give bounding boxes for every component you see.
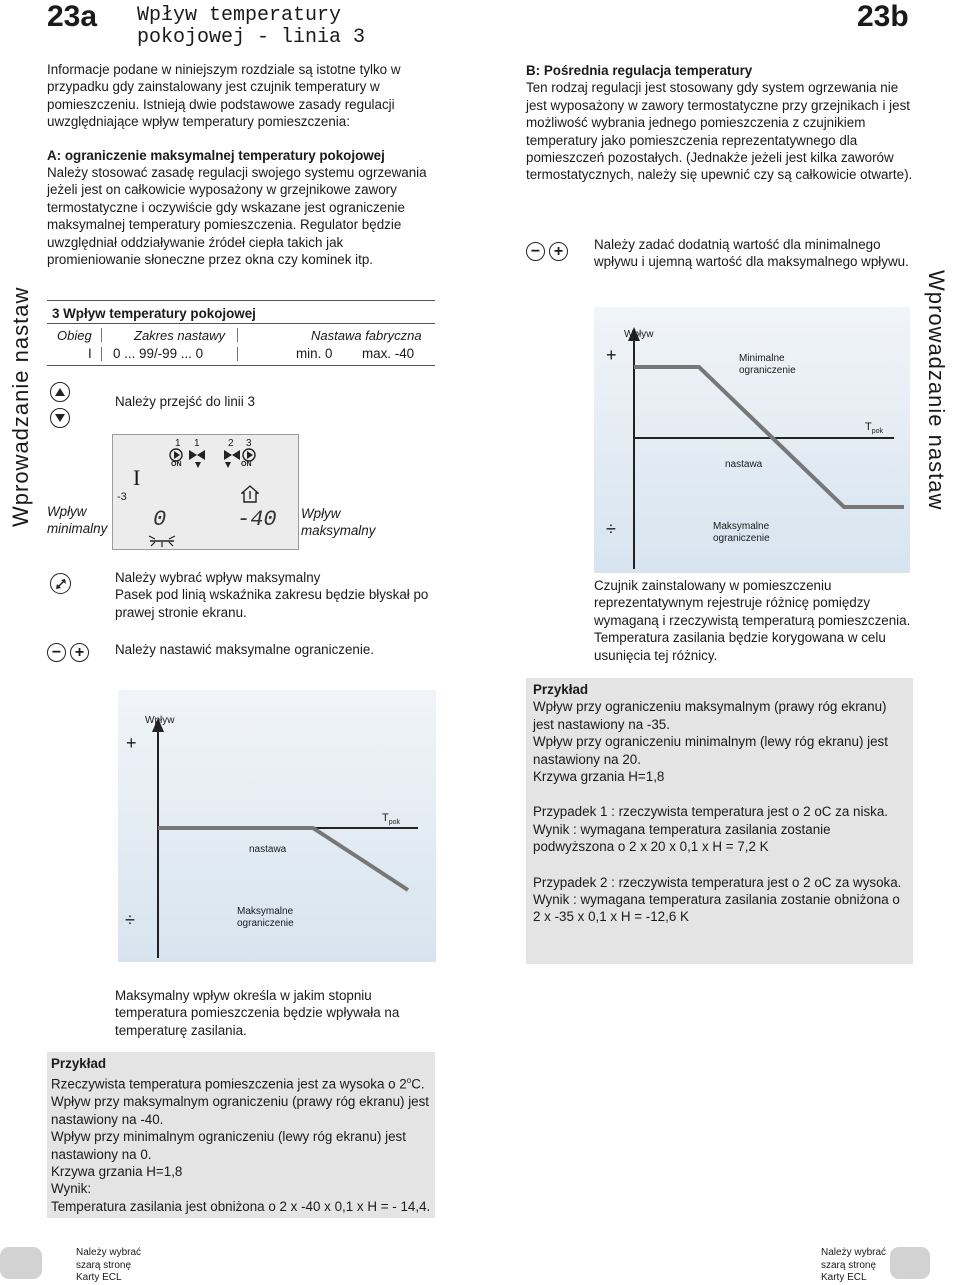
- example-left-line4: Krzywa grzania H=1,8: [51, 1163, 183, 1179]
- instr-set-max: Należy nastawić maksymalne ograniczenie.: [115, 642, 374, 657]
- tpok-sub: pok: [388, 819, 401, 827]
- tpok-letter: T: [382, 812, 389, 824]
- arrow-down-icon: [55, 414, 65, 422]
- right-section-b: [526, 62, 914, 184]
- lcd-display: [112, 434, 299, 550]
- lcd-blink-icon: [147, 533, 177, 547]
- plus-minus-buttons-right: [526, 242, 568, 261]
- sensor-text: Czujnik zainstalowany w pomieszczeniu reprezentatywnym rejestruje różnicę pomiędzy wymaganą i rzeczywistą temperaturą pomieszczenia. Temperatura zasilania będzie korygowana w celu usunięcia tej różnicy.: [594, 578, 911, 663]
- max-limit-line2: ograniczenie: [237, 918, 294, 929]
- head-obieg: Obieg: [57, 328, 92, 343]
- lcd-num: 1: [175, 438, 181, 449]
- arrow-up-icon: [55, 388, 65, 396]
- select-button[interactable]: [50, 573, 71, 594]
- example-right-case1-result: Wynik : wymagana temperatura zasilania zostanie podwyższona o 2 x 20 x 0,1 x H = 7,2 K: [533, 821, 831, 855]
- example-right-case1: Przypadek 1 : rzeczywista temperatura jest o 2 oC za niska.: [533, 804, 889, 820]
- page-number-right: 23b: [857, 0, 909, 33]
- arrow-up-button[interactable]: [50, 382, 70, 402]
- example-left-line3: Wpływ przy minimalnym ograniczeniu (lewy róg ekranu) jest nastawiony na 0.: [51, 1129, 406, 1162]
- graph-left: [118, 690, 436, 962]
- set-instruction-text: Należy zadać dodatnią wartość dla minimalnego wpływu i ujemną wartość dla maksymalnego wpływu.: [594, 237, 909, 270]
- graph-left-nastawa: nastawa: [249, 844, 287, 855]
- side-tab-left: Wprowadzanie nastaw: [8, 286, 33, 527]
- section-b-title: B: Pośrednia regulacja temperatury: [526, 63, 753, 78]
- param-title: 3 Wpływ temperatury pokojowej: [52, 306, 256, 321]
- table-mid-rule: [47, 323, 435, 324]
- footer-right-line2: szarą stronę: [821, 1259, 877, 1271]
- example-box-right: [526, 678, 913, 964]
- col-sep: [237, 347, 238, 361]
- col-sep: [101, 347, 102, 361]
- graph-left-minus: ÷: [125, 910, 135, 930]
- lcd-marker-neg3: -3: [117, 491, 127, 503]
- page-title-line1: Wpływ temperatury: [137, 4, 342, 27]
- val-min: min. 0: [296, 346, 333, 361]
- left-intro-block: [47, 61, 435, 268]
- select-icon: [55, 578, 67, 590]
- lcd-on-left: ON: [171, 461, 182, 468]
- minus-icon: −: [51, 643, 62, 661]
- minus-icon: −: [530, 242, 541, 260]
- val-zakres: 0 ... 99/-99 ... 0: [113, 346, 204, 361]
- example-right-case2-result: Wynik : wymagana temperatura zasilania zostanie obniżona o 2 x -35 x 0,1 x H = -12,6 K: [533, 892, 900, 925]
- graph-right-minus: ÷: [606, 519, 616, 539]
- lcd-small-triangles: [195, 462, 245, 468]
- footer-note-left: [76, 1247, 141, 1285]
- footer-gray-page-button-right[interactable]: [890, 1247, 930, 1279]
- footer-left-line2: szarą stronę: [76, 1259, 132, 1271]
- plus-button[interactable]: [70, 643, 89, 662]
- footer-right-line3: Karty ECL: [821, 1272, 867, 1283]
- example-right-p2: Wpływ przy ograniczeniu minimalnym (lewy róg ekranu) jest nastawiony na 20.: [533, 734, 888, 767]
- tpok-sub: pok: [871, 428, 884, 436]
- graph-left-max-limit: [237, 906, 294, 930]
- graph-right: [594, 307, 910, 573]
- graph-left-plus: +: [126, 733, 137, 753]
- max-limit-line1: Maksymalne: [713, 521, 770, 532]
- example-left-content: [47, 1052, 435, 1218]
- tpok-letter: T: [865, 421, 872, 433]
- lcd-value-right: -40: [237, 507, 277, 532]
- lcd-num: 1: [194, 438, 200, 449]
- max-limit-line1: Maksymalne: [237, 906, 294, 917]
- example-left-line1: [51, 1072, 431, 1093]
- example-box-left: [47, 1052, 435, 1218]
- col-sep: [237, 328, 238, 342]
- head-nastawa: Nastawa fabryczna: [311, 328, 422, 343]
- instr-select-max: Należy wybrać wpływ maksymalny: [115, 570, 321, 585]
- section-a-title: A: ograniczenie maksymalnej temperatury pokojowej: [47, 147, 385, 163]
- graph-right-ylabel: Wpływ: [624, 329, 654, 340]
- head-zakres: Zakres nastawy: [134, 328, 226, 343]
- label-wplyw-maksymalny: Wpływ maksymalny: [301, 506, 376, 539]
- min-limit-line1: Minimalne: [739, 353, 785, 364]
- summary-block: [115, 987, 435, 1039]
- side-tab-right: Wprowadzanie nastaw: [924, 270, 949, 511]
- intro-text: Informacje podane w niniejszym rozdziale są istotne tylko w przypadku gdy zainstalowany jest czujnik temperatury w pomieszczeniu. Istnieją dwie podstawowe zasady regulacji uwzględniające wpływ temperatury pomieszczenia:: [47, 62, 401, 130]
- section-a-text: Należy stosować zasadę regulacji swojego systemu ogrzewania jeżeli jest on całkowicie wyposażony w grzejnikowe zawory termostatyczne i oczywiście gdy wskazane jest ograniczenie maksymalnej temperatury pomieszczenia. Regulator będzie uwzględniał oddziaływanie źródeł ciepła takich jak promieniowanie słoneczne przez okna czy kominek itp.: [47, 165, 427, 268]
- footer-left-line3: Karty ECL: [76, 1272, 122, 1283]
- ex-l1-sup: o: [406, 1076, 412, 1086]
- lcd-num: 2: [228, 438, 234, 449]
- ex-l1: Rzeczywista temperatura pomieszczenia jest za wysoka o 2: [51, 1076, 407, 1092]
- sensor-block: [594, 577, 912, 664]
- example-right-content: [526, 678, 913, 929]
- example-left-title: Przykład: [51, 1056, 107, 1071]
- footer-right-line1: Należy wybrać: [821, 1247, 887, 1258]
- summary-text: Maksymalny wpływ określa w jakim stopniu temperatura pomieszczenia będzie wpływała na temperaturę zasilania.: [115, 988, 400, 1038]
- example-right-p3: Krzywa grzania H=1,8: [533, 769, 665, 785]
- val-max: max. -40: [362, 346, 415, 361]
- example-left-line5: Wynik:: [51, 1181, 92, 1197]
- graph-right-tpok: [865, 421, 883, 435]
- page-number-left: 23a: [47, 0, 98, 33]
- lcd-mode-icons: [169, 448, 269, 462]
- graph-left-ylabel: Wpływ: [145, 715, 175, 726]
- label-wplyw-minimalny: Wpływ minimalny: [47, 504, 108, 537]
- val-obieg: I: [88, 346, 92, 361]
- instr-blink: Pasek pod linią wskaźnika zakresu będzie błyskał po prawej stronie ekranu.: [115, 587, 429, 620]
- minus-button[interactable]: [47, 643, 66, 662]
- example-right-p1: Wpływ przy ograniczeniu maksymalnym (prawy róg ekranu) jest nastawiony na -35.: [533, 699, 887, 732]
- instruction-go-line3: Należy przejść do linii 3: [115, 394, 255, 409]
- footer-note-right: [821, 1247, 886, 1285]
- graph-right-plus: +: [606, 345, 617, 365]
- house-icon: [241, 485, 259, 503]
- graph-left-tpok: [382, 812, 400, 826]
- page-title: [137, 5, 365, 49]
- graph-right-min-limit: [739, 353, 796, 377]
- graph-right-max-limit: [713, 521, 770, 545]
- footer-gray-page-button-left[interactable]: [0, 1247, 42, 1279]
- example-right-title: Przykład: [533, 682, 589, 697]
- table-bottom-rule: [47, 365, 435, 366]
- plus-minus-buttons-left: [47, 643, 89, 662]
- ex-l1-end: C.: [411, 1076, 425, 1092]
- graph-right-nastawa: nastawa: [725, 459, 763, 470]
- lcd-num: 3: [246, 438, 252, 449]
- lcd-on-right: ON: [241, 461, 252, 468]
- lower-left-instructions: [115, 569, 435, 621]
- lcd-circuit: I: [133, 465, 141, 490]
- example-left-line2: Wpływ przy maksymalnym ograniczeniu (prawy róg ekranu) jest nastawiony na -40.: [51, 1094, 430, 1127]
- plus-button[interactable]: [549, 242, 568, 261]
- plus-icon: +: [553, 242, 564, 260]
- plus-icon: +: [74, 643, 85, 661]
- page-title-line2: pokojowej - linia 3: [137, 26, 366, 49]
- example-left-line6: Temperatura zasilania jest obniżona o 2 x -40 x 0,1 x H = - 14,4.: [51, 1198, 431, 1214]
- section-b-text: Ten rodzaj regulacji jest stosowany gdy system ogrzewania nie jest wyposażony w zawory termostatyczne przy grzejnikach i jest możliwość wybrania jednego pomieszczenia z czujnikiem temperatury jako pomieszczenia reprezentatywnego dla pomieszczeń pozostałych. (Jednakże jeżeli jest kilka zaworów termostatycznych, należy się upewnić czy są całkowicie otwarte).: [526, 80, 913, 183]
- table-top-rule: [47, 300, 435, 301]
- lcd-value-left: 0: [153, 507, 167, 532]
- set-instruction-block: [594, 236, 916, 271]
- minus-button[interactable]: [526, 242, 545, 261]
- min-limit-line2: ograniczenie: [739, 365, 796, 376]
- col-sep: [101, 328, 102, 342]
- footer-left-line1: Należy wybrać: [76, 1247, 142, 1258]
- arrow-down-button[interactable]: [50, 408, 70, 428]
- max-limit-line2: ograniczenie: [713, 533, 770, 544]
- example-right-case2: Przypadek 2 : rzeczywista temperatura jest o 2 oC za wysoka.: [533, 874, 902, 890]
